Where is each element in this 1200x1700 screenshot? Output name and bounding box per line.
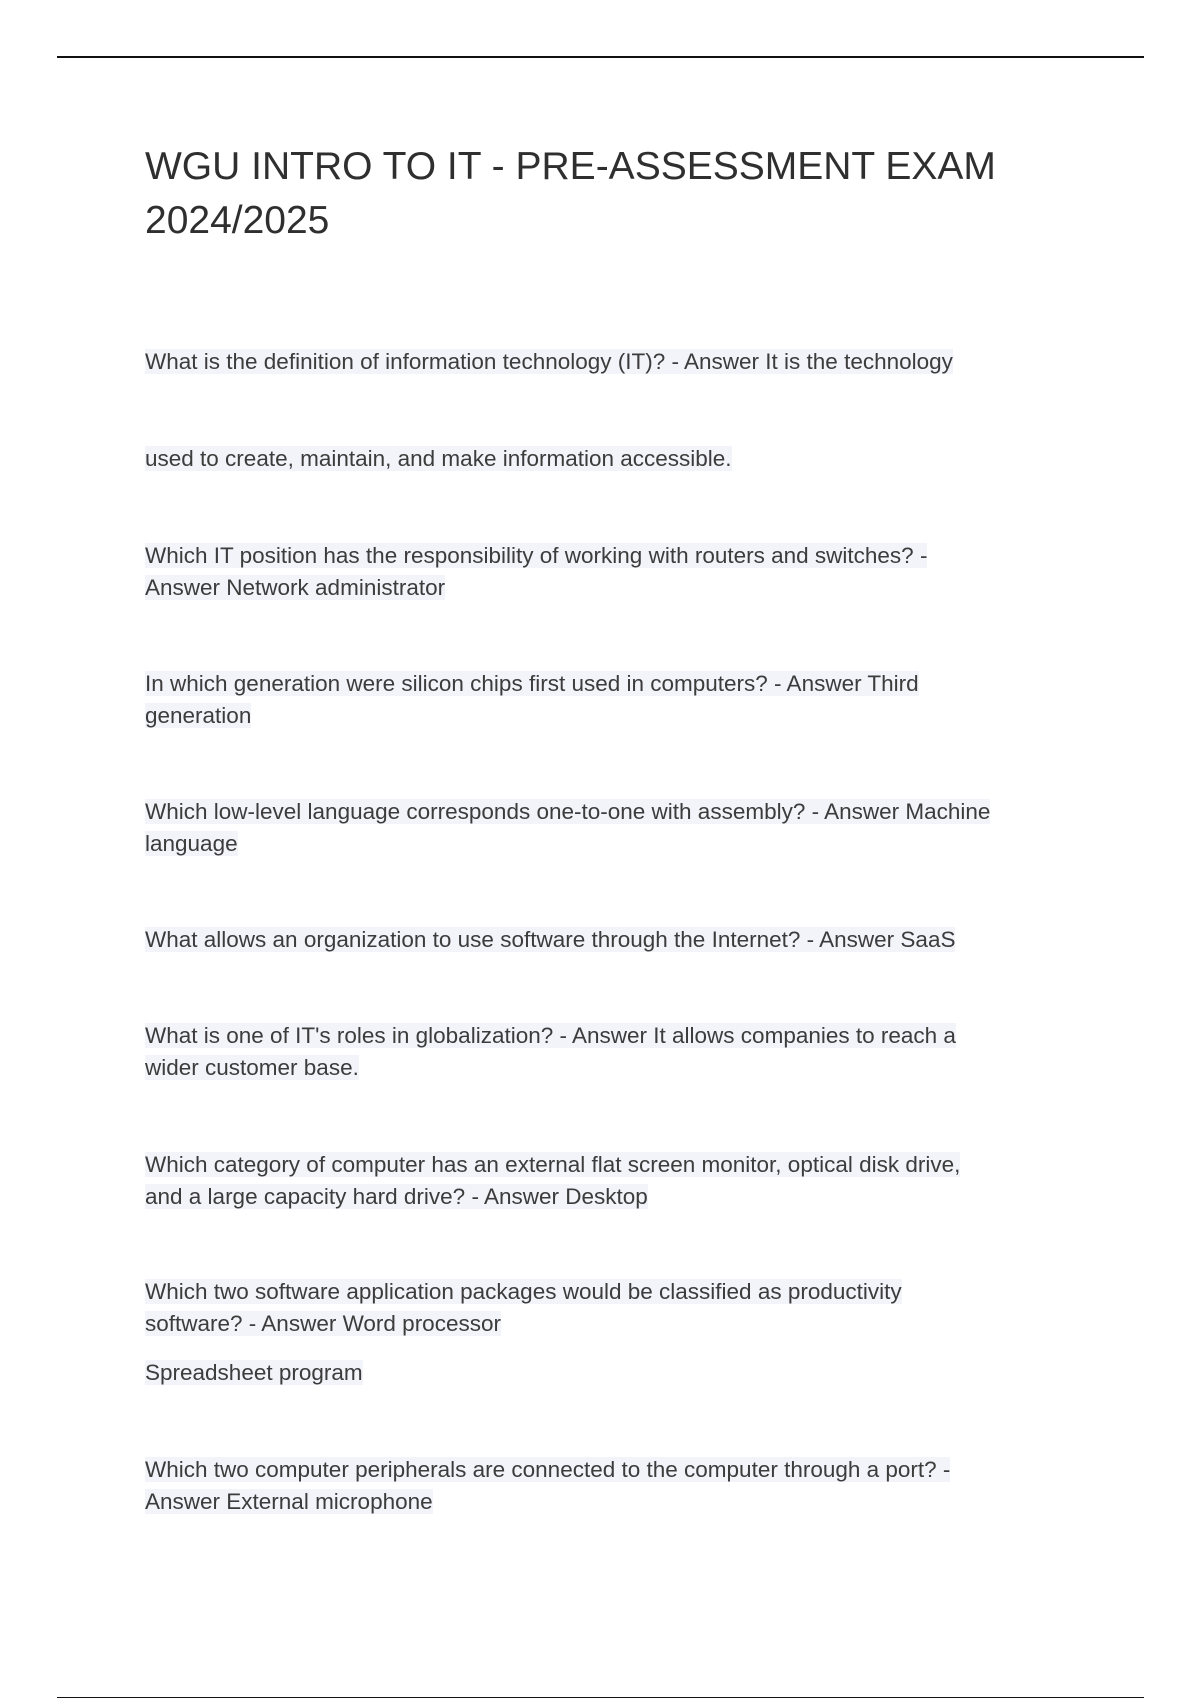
qa-text-line: What is one of IT's roles in globalization? - Answer It allows companies to reach a bbox=[145, 1023, 956, 1048]
qa-text-line: Which low-level language corresponds one-to-one with assembly? - Answer Machine bbox=[145, 799, 991, 824]
qa-text-line: Which two computer peripherals are connected to the computer through a port? - bbox=[145, 1457, 951, 1482]
qa-text-line: Answer External microphone bbox=[145, 1489, 433, 1514]
qa-text-line: Answer Network administrator bbox=[145, 575, 446, 600]
qa-text-line: generation bbox=[145, 703, 252, 728]
footer-rule bbox=[57, 1697, 1144, 1698]
qa-text-line: wider customer base. bbox=[145, 1055, 359, 1080]
qa-paragraph bbox=[145, 924, 955, 956]
qa-paragraph bbox=[145, 346, 953, 378]
qa-text-line: Spreadsheet program bbox=[145, 1360, 363, 1385]
qa-text-line: What allows an organization to use software through the Internet? - Answer SaaS bbox=[145, 927, 956, 952]
qa-text-line: In which generation were silicon chips first used in computers? - Answer Third bbox=[145, 671, 919, 696]
document-title bbox=[145, 140, 1105, 248]
qa-paragraph bbox=[145, 1454, 950, 1518]
qa-text-line: software? - Answer Word processor bbox=[145, 1311, 501, 1336]
qa-paragraph bbox=[145, 1276, 902, 1340]
qa-text-line: Which two software application packages would be classified as productivity bbox=[145, 1279, 902, 1304]
qa-text-line: Which category of computer has an external flat screen monitor, optical disk drive, bbox=[145, 1152, 961, 1177]
qa-text-line: Which IT position has the responsibility of working with routers and switches? - bbox=[145, 543, 928, 568]
qa-paragraph bbox=[145, 668, 919, 732]
header-rule bbox=[57, 56, 1144, 58]
document-title-line-1: WGU INTRO TO IT - PRE-ASSESSMENT EXAM bbox=[145, 145, 996, 188]
qa-text-line: language bbox=[145, 831, 238, 856]
qa-text-line: What is the definition of information technology (IT)? - Answer It is the technology bbox=[145, 349, 953, 374]
qa-paragraph bbox=[145, 1357, 363, 1389]
qa-paragraph bbox=[145, 443, 732, 475]
document-title-line-2: 2024/2025 bbox=[145, 199, 330, 242]
qa-paragraph bbox=[145, 796, 990, 860]
qa-text-line: used to create, maintain, and make information accessible. bbox=[145, 446, 732, 471]
qa-paragraph bbox=[145, 1149, 960, 1213]
qa-paragraph bbox=[145, 540, 927, 604]
qa-paragraph bbox=[145, 1020, 956, 1084]
qa-text-line: and a large capacity hard drive? - Answer Desktop bbox=[145, 1184, 648, 1209]
